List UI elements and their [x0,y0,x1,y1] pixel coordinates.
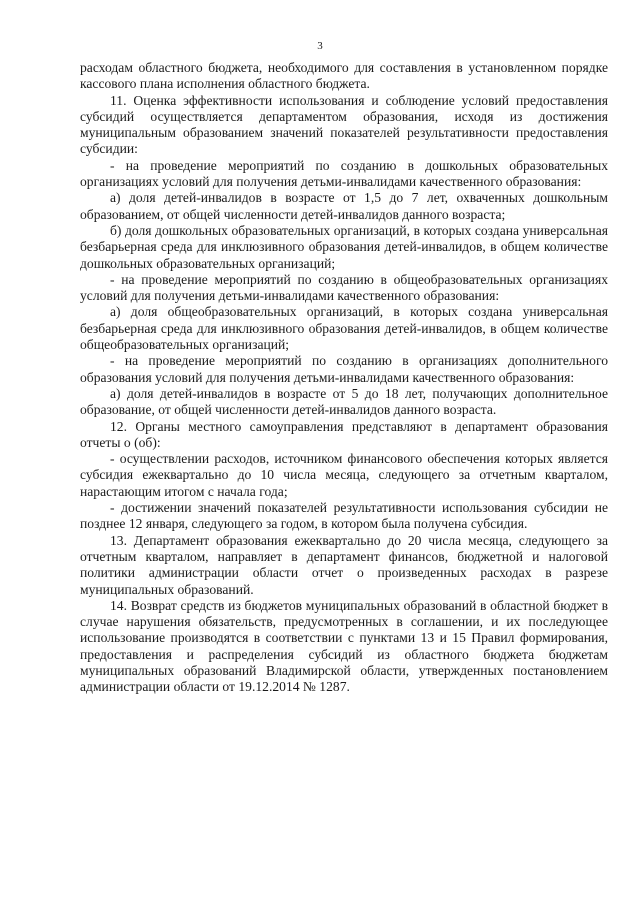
paragraph-item-13: 13. Департамент образования ежеквартально до 20 числа месяца, следующего за отчетным кварталом, направляет в департамент финансов, бюджетной и налоговой политики администрации области отчет о произведенных расходах в разрезе муниципальных образований. [80,532,608,597]
paragraph: - на проведение мероприятий по созданию в общеобразовательных организациях условий для получения детьми-инвалидами качественного образования: [80,271,608,304]
paragraph-item-12: 12. Органы местного самоуправления представляют в департамент образования отчеты о (об): [80,418,608,450]
document-body [80,60,608,696]
paragraph: - достижении значений показателей результативности использования субсидии не позднее 12 января, следующего за годом, в котором была получена субсидия. [80,500,608,532]
paragraph: б) доля дошкольных образовательных организаций, в которых создана универсальная безбарьерная среда для инклюзивного образования детей-инвалидов, в общем количестве дошкольных образовательных организаций; [80,222,608,271]
paragraph: - осуществлении расходов, источником финансового обеспечения которых является субсидия ежеквартально до 10 числа месяца, следующего за отчетным кварталом, нарастающим итогом с начала года; [80,451,608,499]
paragraph-item-11: 11. Оценка эффективности использования и соблюдение условий предоставления субсидий осуществляется департаментом образования, исходя из достижения муниципальным образованием значений показателей результативности предоставления субсидии: [80,92,608,157]
paragraph: - на проведение мероприятий по созданию в организациях дополнительного образования условий для получения детьми-инвалидами качественного образования: [80,353,608,385]
paragraph: а) доля детей-инвалидов в возрасте от 5 до 18 лет, получающих дополнительное образование, от общей численности детей-инвалидов данного возраста. [80,385,608,418]
paragraph: а) доля общеобразовательных организаций, в которых создана универсальная безбарьерная среда для инклюзивного образования детей-инвалидов, в общем количестве общеобразовательных организаций; [80,304,608,353]
paragraph: расходам областного бюджета, необходимого для составления в установленном порядке кассового плана исполнения областного бюджета. [80,60,608,92]
paragraph-item-14: 14. Возврат средств из бюджетов муниципальных образований в областной бюджет в случае нарушения обязательств, предусмотренных в соглашении, и их последующее использование производятся в соответствии с пунктами 13 и 15 Правил формирования, предоставления и распределения субсидий из областного бюджета бюджетам муниципальных образований Владимирской области, утвержденных постановлением администрации области от 19.12.2014 № 1287. [80,597,608,695]
page-number: 3 [317,40,323,52]
paragraph: а) доля детей-инвалидов в возрасте от 1,5 до 7 лет, охваченных дошкольным образованием, от общей численности детей-инвалидов данного возраста; [80,190,608,222]
paragraph: - на проведение мероприятий по созданию в дошкольных образовательных организациях условий для получения детьми-инвалидами качественного образования: [80,157,608,190]
